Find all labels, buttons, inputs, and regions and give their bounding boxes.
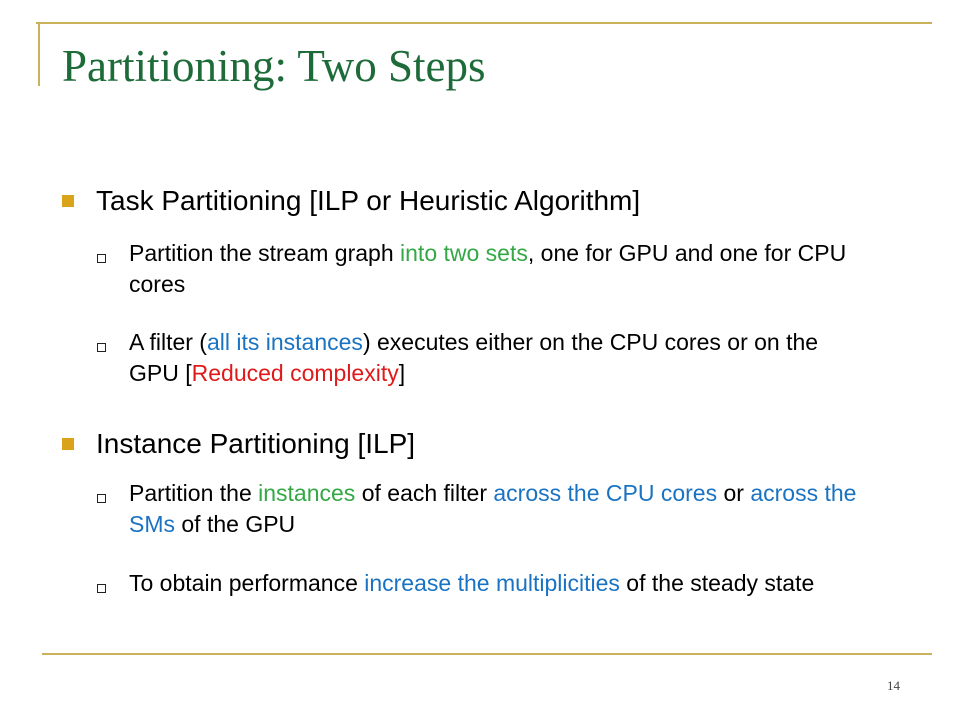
sub-bullet-filter-instances [129, 327, 859, 389]
highlight-instances: instances [258, 480, 356, 506]
hollow-square-bullet-icon [97, 254, 106, 263]
highlight-increase-multiplicities: increase the multiplicities [364, 570, 620, 596]
bullet-task-partitioning: Task Partitioning [ILP or Heuristic Algorithm] [96, 185, 641, 216]
text-segment: ] [398, 360, 406, 386]
text-segment: To obtain performance [129, 570, 365, 596]
highlight-reduced-complexity: Reduced complexity [191, 360, 399, 386]
hollow-square-bullet-icon [97, 584, 106, 593]
highlight-all-its-instances: all its instances [206, 329, 363, 355]
top-rule [36, 22, 932, 24]
highlight-across-cpu-cores: across the CPU cores [493, 480, 718, 506]
sub-bullet-performance [129, 568, 859, 599]
text-segment: Partition the [129, 480, 259, 506]
text-segment: ) executes either on the CPU cores or on the GPU [ [129, 329, 819, 386]
text-segment: of the GPU [175, 511, 296, 537]
bullet-instance-partitioning: Instance Partitioning [ILP] [96, 428, 416, 459]
text-segment: Partition the stream graph [129, 240, 401, 266]
text-segment: of the steady state [619, 570, 815, 596]
text-segment: of each filter [355, 480, 494, 506]
left-rule [38, 22, 40, 86]
hollow-square-bullet-icon [97, 343, 106, 352]
highlight-across-sms: across the SMs [129, 480, 857, 537]
bottom-rule [42, 653, 932, 655]
sub-bullet-partition-graph [129, 238, 859, 300]
text-segment: or [717, 480, 751, 506]
highlight-into-two-sets: into two sets [400, 240, 528, 266]
sub-bullet-partition-instances [129, 478, 859, 540]
square-bullet-icon [62, 438, 74, 450]
text-segment: , one for GPU and one for CPU cores [129, 240, 847, 297]
page-number: 14 [887, 678, 900, 693]
hollow-square-bullet-icon [97, 494, 106, 503]
text-segment: A filter ( [129, 329, 207, 355]
square-bullet-icon [62, 195, 74, 207]
slide-title: Partitioning: Two Steps [62, 41, 486, 91]
